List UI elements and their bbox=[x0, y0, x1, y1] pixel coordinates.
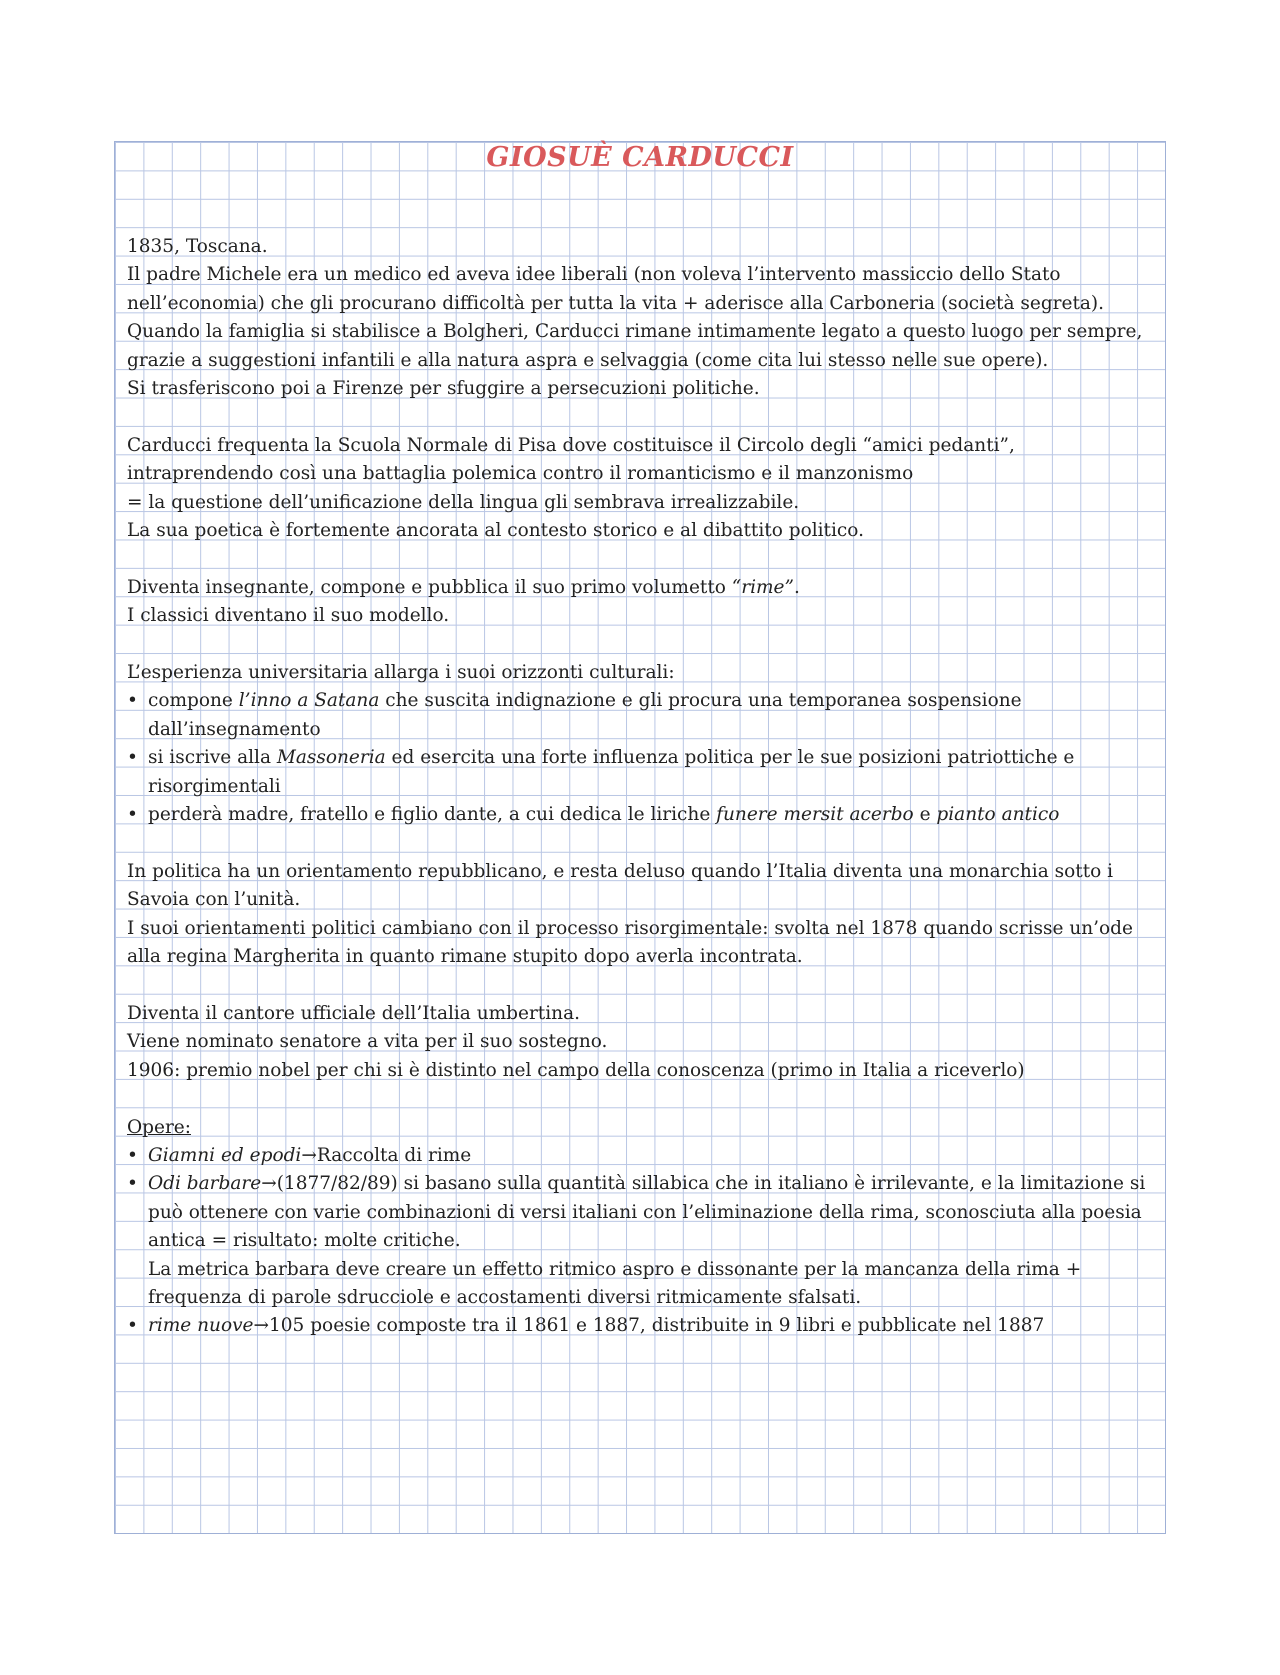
bullet-icon: • bbox=[127, 1144, 138, 1166]
page-title: GIOSUÈ CARDUCCI bbox=[486, 142, 794, 173]
bullet-icon: • bbox=[127, 747, 138, 769]
paragraph: = la questione dell’unificazione della lingua gli sembrava irrealizzabile. bbox=[127, 491, 800, 513]
paragraph: Si trasferiscono poi a Firenze per sfuggire a persecuzioni politiche. bbox=[127, 378, 760, 400]
list-item: • Odi barbare→(1877/82/89) si basano sulla quantità sillabica che in italiano è irrilevante, e la limitazione si può ottenere con varie combinazioni di versi italiani con l’eliminazione della rima, sconosciuta alla poesia antica = risultato: molte critiche. La metrica barbara deve creare un effetto ritmico aspro e dissonante per la mancanza della rima + frequenza di parole sdrucciole e accostamenti diversi ritmicamente sfalsati. bbox=[127, 1170, 1157, 1312]
paragraph: Viene nominato senatore a vita per il suo sostegno. bbox=[127, 1031, 608, 1053]
paragraph: Il padre Michele era un medico ed aveva idee liberali (non voleva l’intervento massiccio dello Stato nell’economia) che gli procurano difficoltà per tutta la vita + aderisce alla Carboneria (società segreta). bbox=[127, 264, 1105, 314]
arrow-icon: → bbox=[261, 1173, 277, 1195]
paragraph: Diventa insegnante, compone e pubblica il suo primo volumetto “rime”. bbox=[127, 576, 800, 598]
bullet-icon: • bbox=[127, 1173, 138, 1195]
paragraph: I classici diventano il suo modello. bbox=[127, 605, 450, 627]
section-heading: Opere: bbox=[127, 1116, 191, 1138]
list-item: • si iscrive alla Massoneria ed esercita una forte influenza politica per le sue posizioni patriottiche e risorgimentali bbox=[127, 744, 1157, 801]
document-body bbox=[127, 233, 1157, 1341]
paragraph: 1906: premio nobel per chi si è distinto nel campo della conoscenza (primo in Italia a riceverlo) bbox=[127, 1059, 1025, 1081]
paragraph: I suoi orientamenti politici cambiano con il processo risorgimentale: svolta nel 1878 quando scrisse un’ode alla regina Margherita in quanto rimane stupito dopo averla incontrata. bbox=[127, 917, 1133, 968]
list-item: • compone l’inno a Satana che suscita indignazione e gli procura una temporanea sospensione dall’insegnamento bbox=[127, 687, 1157, 744]
paragraph: 1835, Toscana. bbox=[127, 236, 268, 257]
arrow-icon: → bbox=[253, 1315, 270, 1337]
bullet-icon: • bbox=[127, 1315, 138, 1337]
arrow-icon: → bbox=[301, 1144, 317, 1166]
section-heading: L’esperienza universitaria allarga i suoi orizzonti culturali: bbox=[127, 662, 675, 684]
paragraph: Carducci frequenta la Scuola Normale di Pisa dove costituisce il Circolo degli “amici pedanti”, intraprendendo così una battaglia polemica contro il romanticismo e il manzonismo bbox=[127, 434, 1015, 485]
bullet-list bbox=[127, 1142, 1157, 1341]
paragraph: Diventa il cantore ufficiale dell’Italia umbertina. bbox=[127, 1002, 580, 1024]
bullet-list bbox=[127, 687, 1157, 829]
bullet-icon: • bbox=[127, 690, 138, 712]
paragraph: Quando la famiglia si stabilisce a Bolgheri, Carducci rimane intimamente legato a questo luogo per sempre, grazie a suggestioni infantili e alla natura aspra e selvaggia (come cita lui stesso nelle sue opere). bbox=[127, 321, 1143, 371]
paragraph: In politica ha un orientamento repubblicano, e resta deluso quando l’Italia diventa una monarchia sotto i Savoia con l’unità. bbox=[127, 860, 1114, 911]
list-item: • perderà madre, fratello e figlio dante, a cui dedica le liriche funere mersit acerbo e pianto antico bbox=[127, 801, 1157, 829]
paragraph: La sua poetica è fortemente ancorata al contesto storico e al dibattito politico. bbox=[127, 520, 864, 542]
list-item: • Giamni ed epodi→Raccolta di rime bbox=[127, 1142, 1157, 1170]
list-item: • rime nuove→105 poesie composte tra il 1861 e 1887, distribuite in 9 libri e pubblicate nel 1887 bbox=[127, 1312, 1157, 1340]
bullet-icon: • bbox=[127, 804, 138, 826]
